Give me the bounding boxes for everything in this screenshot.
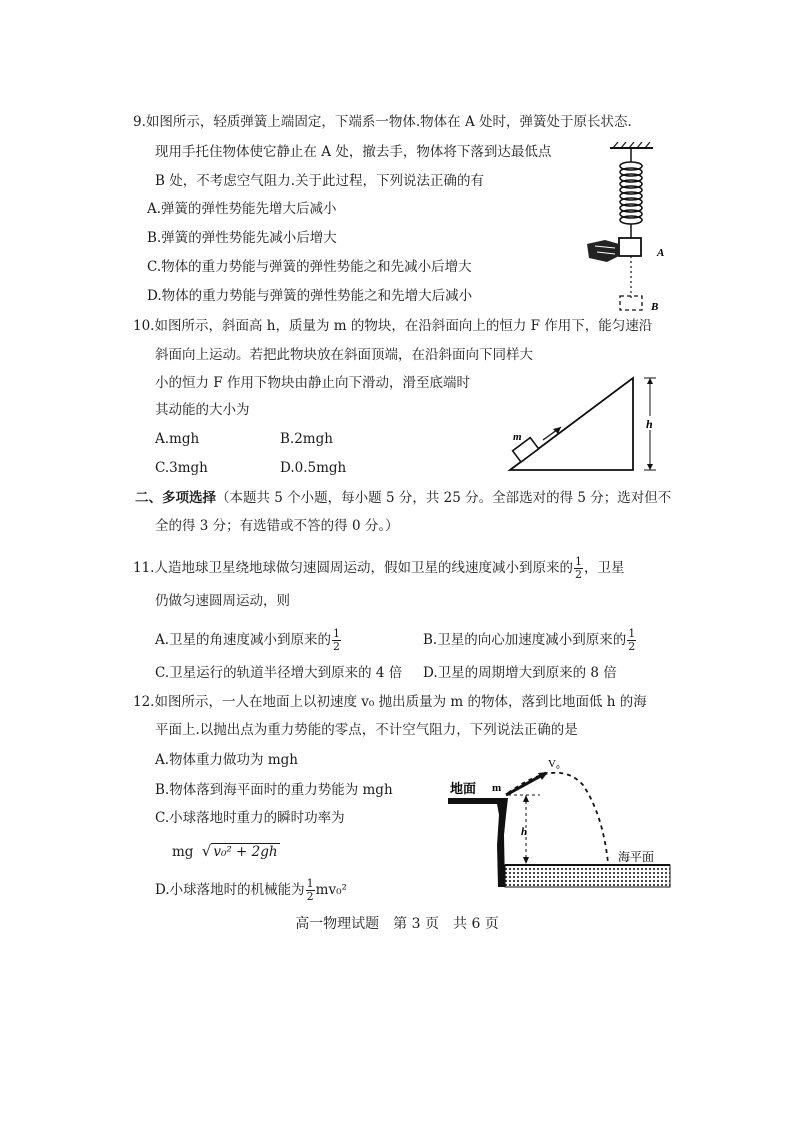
q9-stem-line3: B 处，不考虑空气阻力.关于此过程，下列说法正确的有 bbox=[155, 173, 485, 189]
q11-option-c: C.卫星运行的轨道半径增大到原来的 4 倍 bbox=[155, 665, 403, 681]
q9-stem-line1: 9.如图所示，轻质弹簧上端固定，下端系一物体.物体在 A 处时，弹簧处于原长状态. bbox=[133, 114, 632, 130]
q12-stem-line2: 平面上.以抛出点为重力势能的零点，不计空气阻力，下列说法正确的是 bbox=[155, 722, 578, 738]
block bbox=[619, 238, 641, 256]
spring-coil bbox=[620, 162, 642, 224]
hand-shape bbox=[587, 240, 619, 262]
q9-option-b: B.弹簧的弹性势能先减小后增大 bbox=[147, 230, 337, 246]
label-v0: V₀ bbox=[548, 758, 560, 770]
q10-option-d: D.0.5mgh bbox=[280, 460, 347, 476]
q11-fraction: $\frac{1}{2}$ bbox=[574, 555, 582, 581]
q12-stem-line1: 12.如图所示，一人在地面上以初速度 v₀ 抛出质量为 m 的物体，落到比地面低 h 的海 bbox=[133, 694, 647, 710]
q9-option-c: C.物体的重力势能与弹簧的弹性势能之和先减小后增大 bbox=[147, 259, 472, 275]
q12-option-c-formula: mg √ v₀² + 2gh bbox=[172, 842, 278, 860]
q9-spring-figure bbox=[575, 140, 675, 315]
label-sea: 海平面 bbox=[618, 850, 655, 864]
section-2-desc: （本题共 5 个小题，每小题 5 分，共 25 分。全部选对的得 5 分；选对但不 bbox=[216, 490, 672, 506]
section-2-header bbox=[135, 489, 671, 507]
q11-stem-line1 bbox=[133, 556, 624, 581]
q10-stem-line4: 其动能的大小为 bbox=[155, 402, 250, 418]
q10-stem-line1: 10.如图所示，斜面高 h，质量为 m 的物块，在沿斜面向上的恒力 F 作用下，能匀速沿 bbox=[133, 318, 653, 334]
section-2-title: 二、多项选择 bbox=[135, 490, 216, 506]
label-h: h bbox=[646, 417, 653, 431]
q12-option-a: A.物体重力做功为 mgh bbox=[155, 752, 298, 768]
q12-option-c: C.小球落地时重力的瞬时功率为 bbox=[155, 810, 345, 826]
q9-option-d: D.物体的重力势能与弹簧的弹性势能之和先增大后减小 bbox=[147, 288, 473, 304]
q11-option-d: D.卫星的周期增大到原来的 8 倍 bbox=[423, 665, 617, 681]
q11-option-a: A.卫星的角速度减小到原来的 $\frac{1}{2}$ bbox=[155, 627, 341, 653]
q10-option-c: C.3mgh bbox=[155, 460, 208, 476]
label-b: B bbox=[651, 301, 659, 313]
label-m: m bbox=[513, 431, 522, 443]
label-m: m bbox=[492, 782, 502, 794]
q9-option-a: A.弹簧的弹性势能先增大后减小 bbox=[147, 201, 337, 217]
q12-option-b: B.物体落到海平面时的重力势能为 mgh bbox=[155, 782, 393, 798]
q9-stem-line2: 现用手托住物体使它静止在 A 处，撤去手，物体将下落到达最低点 bbox=[155, 144, 552, 160]
q10-stem-line3: 小的恒力 F 作用下物块由静止向下滑动，滑至底端时 bbox=[155, 375, 470, 391]
q10-option-a: A.mgh bbox=[155, 431, 200, 447]
label-ground: 地面 bbox=[450, 782, 477, 797]
q10-stem-line2: 斜面向上运动。若把此物块放在斜面顶端，在沿斜面向下同样大 bbox=[155, 347, 533, 363]
q10-option-b: B.2mgh bbox=[280, 431, 333, 447]
q11-stem-line2: 仍做匀速圆周运动，则 bbox=[155, 593, 290, 609]
q12-option-d: D.小球落地时的机械能为 $\frac{1}{2}$ mv₀² bbox=[155, 877, 347, 903]
q11-stem-text: 11.人造地球卫星绕地球做匀速圆周运动，假如卫星的线速度减小到原来的 bbox=[133, 560, 573, 576]
page-footer: 高一物理试题 第 3 页 共 6 页 bbox=[295, 916, 499, 932]
label-a: A bbox=[657, 247, 665, 259]
q10-incline-figure bbox=[505, 372, 665, 477]
q12-projectile-figure bbox=[448, 755, 673, 890]
q11-stem-tail: ，卫星 bbox=[583, 560, 625, 576]
position-b-box bbox=[620, 296, 642, 310]
label-h: h bbox=[521, 826, 528, 838]
sea-area bbox=[505, 865, 670, 887]
section-2-desc-line2: 全的得 3 分；有选错或不答的得 0 分。） bbox=[155, 518, 399, 534]
q11-option-b: B.卫星的向心加速度减小到原来的 $\frac{1}{2}$ bbox=[423, 627, 636, 653]
ground-surface bbox=[448, 798, 503, 804]
